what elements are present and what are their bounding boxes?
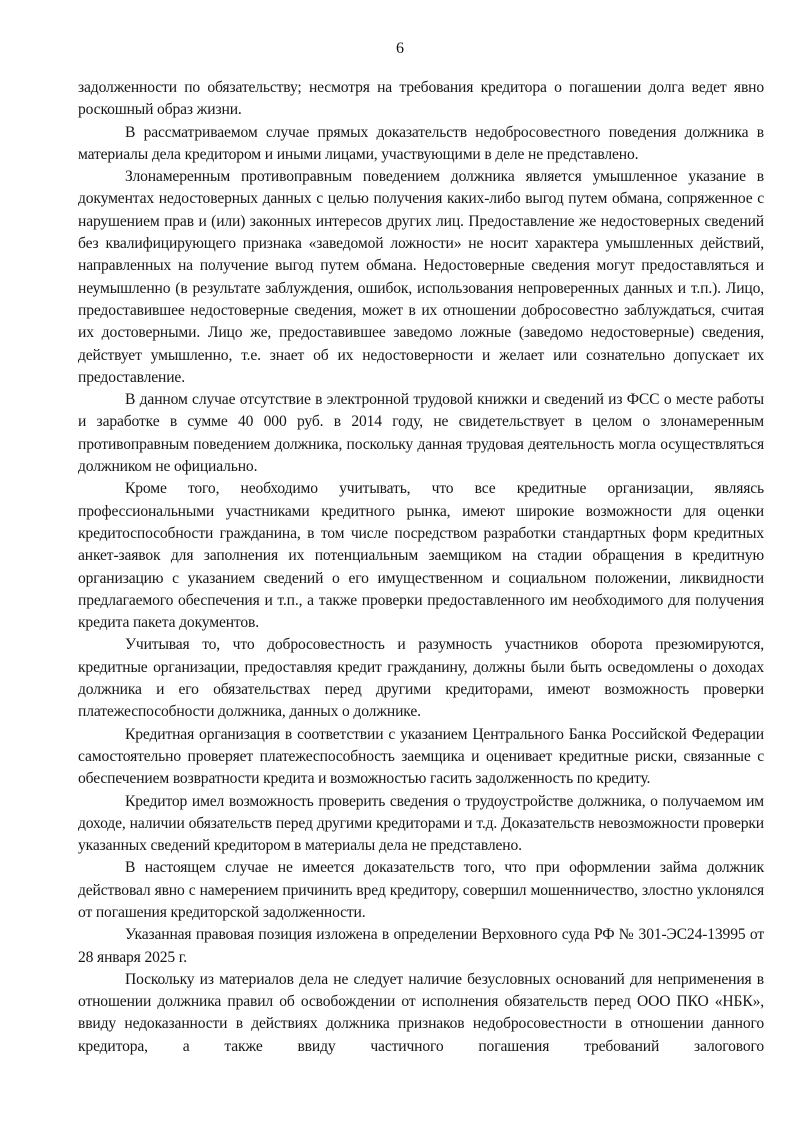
- paragraph-malicious-definition: Злонамеренным противоправным поведением должника является умышленное указание в документах недостоверных данных с целью получения каких-либо выгод путем обмана, сопряженное с нарушением прав и (или) законных интересов других лиц. Предоставление же недостоверных сведений без квалифицирующего признака «заведомой ложности» не носит характера умышленных действий, направленных на получение выгод путем обмана. Недостоверные сведения могут предоставляться и неумышленно (в результате заблуждения, ошибок, использования непроверенных данных и т.п.). Лицо, предоставившее недостоверные сведения, может в их отношении добросовестно заблуждаться, считая их достоверными. Лицо же, предоставившее заведомо ложные (заведомо недостоверные) сведения, действует умышленно, т.е. знает об их недостоверности и желает или сознательно допускает их предоставление.: [78, 168, 764, 386]
- page-number: 6: [396, 40, 404, 57]
- paragraph-employment-record: В данном случае отсутствие в электронной трудовой книжки и сведений из ФСС о месте работы и заработке в сумме 40 000 руб. в 2014 году, не свидетельствует в целом о злонамеренным противоправным поведением должника, поскольку данная трудовая деятельность могла осуществляться должником не официально.: [78, 391, 764, 476]
- paragraph-central-bank: Кредитная организация в соответствии с указанием Центрального Банка Российской Федерации самостоятельно проверяет платежеспособность заемщика и оценивает кредитные риски, связанные с обеспечением возвратности кредита и возможностью гасить задолженность по кредиту.: [78, 725, 764, 788]
- paragraph-conclusion: Поскольку из материалов дела не следует наличие безусловных оснований для неприменения в отношении должника правил об освобождении от исполнения обязательств перед ООО ПКО «НБК», ввиду недоказанности в действиях должника признаков недобросовестности в отношении данного кредитора, а также ввиду частичного погашения требований залогового: [78, 970, 764, 1055]
- paragraph-creditor-could-check: Кредитор имел возможность проверить сведения о трудоустройстве должника, о получаемом им доходе, наличии обязательств перед другими кредиторами и т.д. Доказательств невозможности проверки указанных сведений кредитором в материалы дела не представлено.: [78, 792, 764, 855]
- paragraph-good-faith: Учитывая то, что добросовестность и разумность участников оборота презюмируются, кредитные организации, предоставляя кредит гражданину, должны были быть осведомлены о доходах должника и его обязательствах перед другими кредиторами, имеют возможность проверки платежеспособности должника, данных о должнике.: [78, 636, 764, 721]
- document-body: [78, 77, 764, 1058]
- paragraph-no-intent: В настоящем случае не имеется доказательств того, что при оформлении займа должник действовал явно с намерением причинить вред кредитору, совершил мошенничество, злостно уклонялся от погашения кредиторской задолженности.: [78, 859, 764, 921]
- paragraph-credit-organizations: Кроме того, необходимо учитывать, что все кредитные организации, являясь профессиональными участниками кредитного рынка, имеют широкие возможности для оценки кредитоспособности гражданина, в том числе посредством разработки стандартных форм кредитных анкет-заявок для заполнения их потенциальным заемщиком на стадии обращения в кредитную организацию с указанием сведений о его имущественном и социальном положении, ликвидности предлагаемого обеспечения и т.п., а также проверки предоставленного им необходимого для получения кредита пакета документов.: [78, 480, 764, 632]
- paragraph-no-evidence: В рассматриваемом случае прямых доказательств недобросовестного поведения должника в материалы дела кредитором и иными лицами, участвующими в деле не представлено.: [78, 123, 764, 163]
- paragraph-supreme-court-ref: Указанная правовая позиция изложена в определении Верховного суда РФ № 301-ЭС24-13995 от 28 января 2025 г.: [78, 926, 764, 966]
- paragraph-debt-continuation: задолженности по обязательству; несмотря на требования кредитора о погашении долга ведет явно роскошный образ жизни.: [78, 79, 764, 119]
